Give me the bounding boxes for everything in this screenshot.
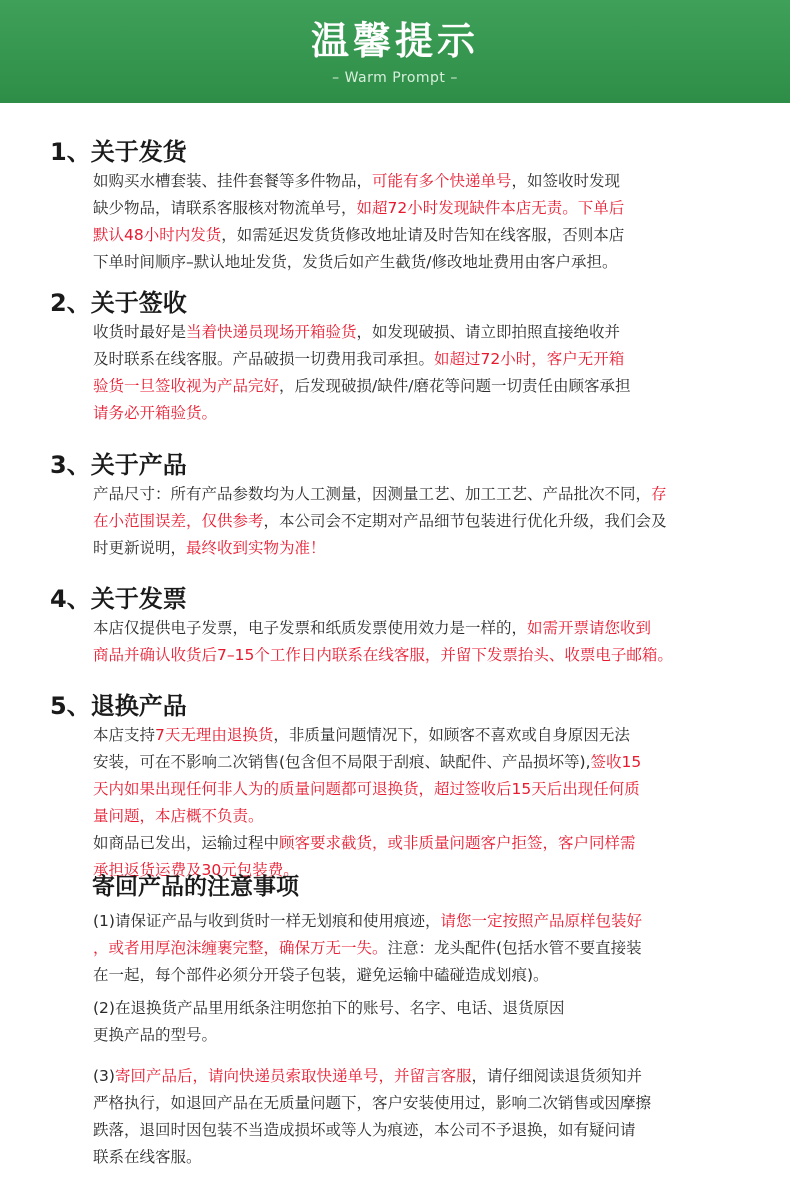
body-text: 如商品已发出，运输过程中	[93, 834, 280, 852]
page-title: 温馨提示	[310, 19, 479, 63]
body-text: ，如需延迟发货货修改地址请及时告知在线客服，否则本店	[221, 226, 625, 244]
text-line	[93, 749, 641, 776]
body-text: 缺少物品，请联系客服核对物流单号，	[93, 199, 357, 217]
section-body-receipt	[93, 319, 630, 427]
highlight-text: 如超过72小时，客户无开箱	[434, 350, 625, 368]
body-text: 安装，可在不影响二次销售(包含但不局限于刮痕、缺配件、产品损坏等),	[93, 753, 591, 771]
highlight-text: 如超72小时发现缺件本店无责。下单后	[356, 199, 625, 217]
text-line	[93, 1144, 651, 1171]
text-line	[93, 535, 667, 562]
page-subtitle: – Warm Prompt –	[332, 70, 458, 86]
highlight-text: 7天无理由退换货	[155, 726, 274, 744]
body-text: (3)	[93, 1067, 115, 1085]
body-text: 下单时间顺序–默认地址发货，发货后如产生截货/修改地址费用由客户承担。	[93, 253, 618, 271]
section-title-shipping: 1、关于发货	[50, 138, 187, 166]
highlight-text: 如需开票请您收到	[527, 619, 652, 637]
text-line	[93, 168, 624, 195]
text-line	[93, 195, 624, 222]
highlight-text: 顾客要求截货，或非质量问题客户拒签，客户同样需	[279, 834, 636, 852]
section-body-returns	[93, 722, 641, 884]
body-text: ，后发现破损/缺件/磨花等问题一切责任由顾客承担	[279, 377, 631, 395]
text-line	[93, 908, 642, 935]
text-line	[93, 615, 673, 642]
text-line	[93, 1090, 651, 1117]
highlight-text: 请务必开箱验货。	[93, 404, 218, 422]
body-text: 严格执行，如退回产品在无质量问题下，客户安装使用过，影响二次销售或因摩擦	[93, 1094, 652, 1112]
highlight-text: 寄回产品后，请向快递员索取快递单号，并留言客服	[114, 1067, 472, 1085]
body-text: ，本公司会不定期对产品细节包装进行优化升级，我们会及	[263, 512, 667, 530]
body-text: 时更新说明，	[93, 539, 187, 557]
body-text: 注意：龙头配件(包括水管不要直接装	[387, 939, 642, 957]
highlight-text: 存	[651, 485, 667, 503]
highlight-text: 当着快递员现场开箱验货	[186, 323, 357, 341]
body-text: 产品尺寸：所有产品参数均为人工测量，因测量工艺、加工工艺、产品批次不同，	[93, 485, 652, 503]
body-text: 收货时最好是	[93, 323, 187, 341]
body-text: ，如签收时发现	[511, 172, 621, 190]
section-title-invoice: 4、关于发票	[50, 585, 187, 613]
notice-item-2	[93, 995, 564, 1049]
section-body-shipping	[93, 168, 624, 276]
body-text: ，如发现破损、请立即拍照直接绝收并	[356, 323, 621, 341]
text-line	[93, 222, 624, 249]
text-line	[93, 935, 642, 962]
highlight-text: 商品并确认收货后7–15个工作日内联系在线客服，并留下发票抬头、收票电子邮箱。	[93, 646, 673, 664]
highlight-text: 承担返货运费及30元包装费。	[93, 861, 299, 879]
body-text: 跌落，退回时因包装不当造成损坏或等人为痕迹，本公司不予退换，如有疑问请	[93, 1121, 636, 1139]
text-line	[93, 319, 630, 346]
text-line	[93, 776, 641, 803]
highlight-text: 默认48小时内发货	[93, 226, 222, 244]
notice-title: 寄回产品的注意事项	[92, 874, 299, 900]
text-line	[93, 830, 641, 857]
body-text: 联系在线客服。	[93, 1148, 202, 1166]
section-title-product: 3、关于产品	[50, 451, 187, 479]
body-text: 本店仅提供电子发票，电子发票和纸质发票使用效力是一样的，	[93, 619, 528, 637]
notice-item-1	[93, 908, 642, 989]
text-line	[93, 642, 673, 669]
highlight-text: 最终收到实物为准！	[186, 539, 326, 557]
text-line	[93, 722, 641, 749]
body-text: ，非质量问题情况下，如顾客不喜欢或自身原因无法	[273, 726, 630, 744]
text-line	[93, 803, 641, 830]
text-line	[93, 508, 667, 535]
body-text: (1)请保证产品与收到货时一样无划痕和使用痕迹，	[93, 912, 441, 930]
highlight-text: 量问题，本店概不负责。	[93, 807, 264, 825]
highlight-text: 请您一定按照产品原样包装好	[440, 912, 642, 930]
text-line	[93, 1117, 651, 1144]
body-text: 及时联系在线客服。产品破损一切费用我司承担。	[93, 350, 435, 368]
text-line	[93, 962, 642, 989]
highlight-text: 可能有多个快递单号	[372, 172, 512, 190]
body-text: 在一起，每个部件必须分开袋子包装，避免运输中磕碰造成划痕)。	[93, 966, 549, 984]
body-text: 更换产品的型号。	[93, 1026, 218, 1044]
body-text: 如购买水槽套装、挂件套餐等多件物品，	[93, 172, 373, 190]
highlight-text: 天内如果出现任何非人为的质量问题都可退换货，超过签收后15天后出现任何质	[93, 780, 640, 798]
text-line	[93, 481, 667, 508]
text-line	[93, 346, 630, 373]
text-line	[93, 995, 564, 1022]
section-body-product	[93, 481, 667, 562]
text-line	[93, 1063, 651, 1090]
notice-item-3	[93, 1063, 651, 1171]
section-body-invoice	[93, 615, 673, 669]
text-line	[93, 400, 630, 427]
highlight-text: ，或者用厚泡沫缠裹完整，确保万无一失。	[93, 939, 388, 957]
body-text: (2)在退换货产品里用纸条注明您拍下的账号、名字、电话、退货原因	[93, 999, 565, 1017]
section-title-receipt: 2、关于签收	[50, 289, 187, 317]
highlight-text: 验货一旦签收视为产品完好	[93, 377, 280, 395]
body-text: ，请仔细阅读退货须知并	[471, 1067, 642, 1085]
header-banner	[0, 0, 790, 103]
highlight-text: 在小范围误差，仅供参考	[93, 512, 264, 530]
text-line	[93, 249, 624, 276]
text-line	[93, 1022, 564, 1049]
section-title-returns: 5、退换产品	[50, 692, 187, 720]
body-text: 本店支持	[93, 726, 156, 744]
highlight-text: 签收15	[590, 753, 642, 771]
text-line	[93, 373, 630, 400]
